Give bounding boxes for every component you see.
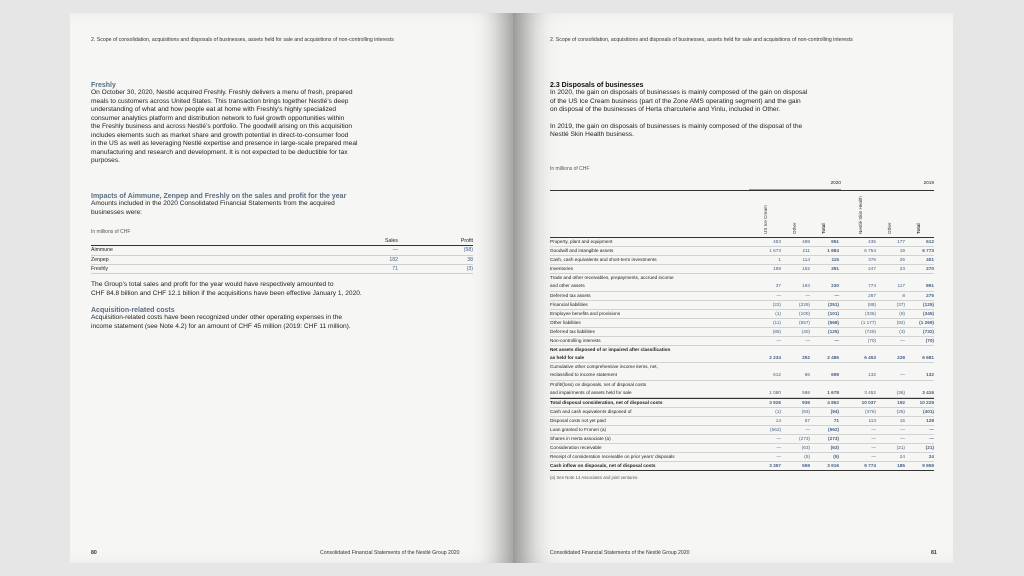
table-header-row [91, 237, 473, 246]
row-value: 6 681 [922, 355, 934, 361]
row-value: (63) [801, 445, 810, 451]
impacts-paragraph [91, 200, 421, 217]
col-us-ice-cream: US Ice Cream [763, 205, 768, 234]
row-label: Disposal costs not yet paid [550, 417, 606, 423]
table-row [550, 274, 934, 282]
text-line: in the US as well as leveraging Nestlé expertise and presence in large-scale prepared meal [91, 140, 358, 147]
row-label: Net assets disposed of or impaired after classification [550, 347, 671, 353]
row-value: 1 080 [769, 389, 781, 395]
right-running-header: 2. Scope of consolidation, acquisitions and disposals of businesses, assets held for sale and acquisitions of non-controlling interests [550, 37, 853, 43]
row-value: — [929, 426, 934, 432]
intro-paragraph [550, 89, 870, 115]
row-value: (93) [801, 408, 810, 414]
row-value: 114 [802, 257, 810, 263]
row-value: (345) [923, 310, 934, 316]
row-sales: 182 [389, 256, 398, 263]
row-value: 453 [773, 239, 781, 244]
row-value: 267 [868, 292, 876, 298]
row-value: 14 [775, 417, 781, 423]
acquisitions-table [91, 237, 473, 274]
row-value: 351 [831, 266, 839, 272]
row-label: Employee benefits and provisions [550, 310, 621, 316]
row-value: (63) [830, 445, 839, 451]
text-line: purposes. [91, 157, 120, 164]
row-profit: (58) [463, 247, 473, 254]
row-value [810, 274, 839, 282]
acquisition-costs-paragraph [91, 314, 431, 331]
row-value: 185 [897, 463, 905, 469]
col-total-2020: Total [821, 223, 826, 234]
row-label: as held for sale [550, 355, 585, 361]
text-line: On October 30, 2020, Nestlé acquired Freshly. Freshly delivers a menu of fresh, prepared [91, 89, 353, 96]
table-row [550, 292, 934, 301]
table-row [91, 265, 473, 274]
row-value [876, 381, 905, 389]
impacts-section [91, 193, 421, 217]
row-value: (729) [865, 328, 876, 334]
row-value: 192 [897, 399, 905, 405]
row-value: (100) [799, 310, 810, 316]
text-line: understanding of what and how people eat at home with Freshly’s highly specialized [91, 106, 337, 113]
table-row [550, 417, 934, 426]
table-row [550, 462, 934, 471]
row-value: 376 [868, 257, 876, 263]
text-line: of the US Ice Cream business (part of the Zone AMS operating segment) and the gain [550, 97, 801, 105]
table-row [550, 354, 934, 363]
row-value: 247 [868, 266, 876, 272]
table-row [91, 246, 473, 255]
text-line: Nestlé Skin Health business. [550, 131, 634, 138]
group-totals-paragraph [91, 281, 431, 298]
row-value [847, 274, 876, 282]
row-value: 3 926 [769, 399, 781, 405]
row-label: Property, plant and equipment [550, 239, 613, 244]
table-row [550, 453, 934, 462]
table-row [550, 247, 934, 256]
row-value: (5) [833, 454, 839, 460]
row-value: — [776, 454, 781, 460]
row-value: 128 [926, 417, 934, 423]
table-row [550, 346, 934, 354]
row-value: (732) [923, 328, 934, 334]
row-value: (37) [896, 301, 905, 307]
row-value: 117 [897, 283, 905, 289]
table-row [550, 310, 934, 319]
row-value: (11) [773, 319, 781, 325]
text-line: CHF 84.8 billion and CHF 12.1 billion if the acquisitions have been effective January 1, 2020. [91, 289, 362, 297]
row-label: Consideration receivable [550, 445, 602, 451]
row-value [847, 381, 876, 389]
acquisition-costs-section [91, 307, 431, 331]
year-group-header [550, 180, 934, 191]
row-value: 10 037 [861, 399, 876, 405]
row-value: 401 [926, 257, 934, 263]
row-label: Receipt of consideration receivable on prior years’ disposals [550, 454, 675, 460]
row-value: — [776, 292, 781, 298]
row-value: (70) [925, 338, 934, 344]
freshly-section [91, 82, 391, 166]
row-value [752, 274, 781, 282]
row-value: (21) [925, 445, 934, 451]
row-value: (25) [896, 408, 905, 414]
row-value [752, 346, 781, 354]
row-value: 252 [802, 355, 810, 361]
row-value: — [805, 292, 810, 298]
row-label: Loan granted to Froneri (a) [550, 426, 607, 432]
right-footer: Consolidated Financial Statements of the Nestlé Group 2020 [550, 550, 690, 556]
row-value: 1 673 [769, 248, 781, 254]
row-label: Cash, cash equivalents and short-term investments [550, 257, 657, 263]
row-value: 9 774 [864, 463, 876, 469]
row-value: — [805, 426, 810, 432]
col-other-2019: Other [887, 222, 892, 234]
section-title: 2.3 Disposals of businesses [550, 82, 644, 89]
row-value: 1 884 [827, 248, 839, 254]
row-value: (273) [799, 436, 810, 442]
table-row [550, 265, 934, 274]
row-label: Other liabilities [550, 319, 581, 325]
row-label: Aimmune [91, 247, 113, 254]
row-value: 1 678 [827, 389, 839, 395]
row-value: 891 [926, 283, 934, 289]
row-value [905, 381, 934, 389]
table-row [550, 256, 934, 265]
col-total-2019: Total [916, 223, 921, 234]
text-line: businesses were: [91, 208, 142, 216]
row-label: and other assets [550, 283, 585, 289]
row-value: (1) [775, 310, 781, 316]
table-row [550, 444, 934, 453]
row-value: 37 [775, 283, 781, 289]
row-value [781, 363, 810, 371]
text-line: Amounts included in the 2020 Consolidated Financial Statements from the acquired [91, 200, 335, 207]
left-page [70, 13, 513, 563]
row-value: (562) [828, 426, 839, 432]
row-value [876, 346, 905, 354]
text-line: consumer analytics platform and distribution network to fuel growth opportunities within [91, 114, 345, 122]
row-value: 612 [773, 372, 781, 378]
row-value: (568) [828, 319, 839, 325]
row-value: — [900, 436, 905, 442]
row-value: 24 [899, 454, 905, 460]
row-value: 57 [804, 417, 810, 423]
left-page-number: 80 [91, 550, 97, 556]
row-label: Zenpep [91, 256, 109, 263]
row-value: 86 [804, 372, 810, 378]
column-header-row [550, 191, 934, 238]
left-units-label: In millions of CHF [91, 229, 131, 235]
row-value: 1 [778, 257, 781, 263]
row-label: Cumulative other comprehensive income items, net, [550, 364, 658, 370]
row-value [752, 363, 781, 371]
row-value: — [900, 338, 905, 344]
row-value: 23 [899, 266, 905, 272]
row-profit: 38 [467, 256, 473, 263]
row-value: (5) [804, 454, 810, 460]
row-value [810, 363, 839, 371]
row-value: 8 [902, 292, 905, 298]
row-value: — [929, 436, 934, 442]
row-value: 698 [831, 372, 839, 378]
row-value: 211 [802, 248, 810, 254]
disposals-table [550, 180, 934, 480]
row-value: 25 [899, 257, 905, 263]
row-value: (21) [896, 445, 905, 451]
table-row [550, 282, 934, 291]
row-value: 4 862 [827, 399, 839, 405]
row-value [905, 363, 934, 371]
table-row [550, 435, 934, 444]
year-2019-label: 2019 [923, 180, 934, 185]
row-value: 228 [897, 355, 905, 361]
right-units-label: In millions of CHF [550, 166, 590, 172]
row-value: (251) [828, 301, 839, 307]
text-line: income statement (see Note 4.2) for an amount of CHF 45 million (2019: CHF 11 million). [91, 322, 351, 330]
row-value: — [871, 454, 876, 460]
row-value: 19 [899, 248, 905, 254]
table-row [550, 389, 934, 398]
row-value: (125) [828, 328, 839, 334]
row-value: 132 [868, 372, 876, 378]
row-label: Goodwill and intangible assets [550, 248, 614, 254]
row-value: (101) [828, 310, 839, 316]
disposals-section [550, 82, 870, 140]
row-value: (92) [896, 319, 905, 325]
text-line: The Group’s total sales and profit for the year would have respectively amounted to [91, 281, 334, 288]
row-value: (336) [865, 310, 876, 316]
text-line: includes elements such as market share and growth potential in direct-to-consumer food [91, 131, 349, 139]
right-page-number: 81 [931, 550, 937, 556]
row-value [847, 346, 876, 354]
row-value: (401) [923, 408, 934, 414]
row-label: Cash inflow on disposals, net of disposal costs [550, 463, 656, 469]
row-value: 598 [802, 389, 810, 395]
row-value: 9 959 [922, 463, 934, 469]
row-value: 559 [802, 463, 810, 469]
row-value: 936 [802, 399, 810, 405]
row-value: 115 [831, 257, 839, 263]
row-value: — [871, 436, 876, 442]
table-row [550, 337, 934, 346]
row-value: 3 916 [827, 463, 839, 469]
row-label: Financial liabilities [550, 301, 588, 307]
row-value: (94) [830, 408, 839, 414]
left-running-header: 2. Scope of consolidation, acquisitions and disposals of businesses, assets held for sale and acquisitions of non-controlling interests [91, 37, 394, 43]
row-value: — [871, 445, 876, 451]
table-row [550, 426, 934, 435]
row-value: 6 453 [864, 355, 876, 361]
row-value: (70) [867, 338, 876, 344]
freshly-paragraph [91, 89, 391, 166]
acquisition-costs-heading: Acquisition-related costs [91, 307, 175, 314]
row-label: Deferred tax liabilities [550, 328, 595, 334]
row-label: Deferred tax assets [550, 292, 591, 298]
table-row [550, 328, 934, 337]
row-value [781, 381, 810, 389]
row-value: (273) [828, 436, 839, 442]
row-sales: 71 [392, 265, 398, 272]
text-line: In 2020, the gain on disposals of businesses is mainly composed of the gain on disposal [550, 89, 808, 96]
table-row [550, 381, 934, 389]
row-value: — [776, 436, 781, 442]
row-value: — [776, 338, 781, 344]
disposals-table-body [550, 238, 934, 471]
row-value: 2 486 [827, 355, 839, 361]
text-line: on disposal of the businesses of Herta charcuterie and Yinlu, included in Other. [550, 106, 781, 113]
freshly-heading: Freshly [91, 82, 116, 89]
row-value: 951 [831, 239, 839, 244]
row-value: (1 177) [861, 319, 876, 325]
row-sales: — [392, 247, 398, 254]
row-value: (1 269) [919, 319, 934, 325]
col-nestle-skin-health: Nestlé Skin Health [858, 196, 863, 234]
row-label: Profit/(loss) on disposals, net of disposal costs [550, 381, 647, 387]
header-profit: Profit [460, 238, 473, 244]
row-value: — [776, 445, 781, 451]
right-page [513, 13, 953, 563]
table-row [550, 238, 934, 247]
row-value: 113 [868, 417, 876, 423]
row-value: — [805, 338, 810, 344]
intro2-paragraph [550, 123, 870, 140]
row-value: (40) [801, 328, 810, 334]
row-value: 24 [928, 454, 934, 460]
row-value: 71 [833, 417, 839, 423]
left-footer: Consolidated Financial Statements of the Nestlé Group 2020 [320, 550, 460, 556]
impacts-heading: Impacts of Aimmune, Zenpep and Freshly on the sales and profit for the year [91, 193, 347, 200]
row-value: 132 [926, 372, 934, 378]
row-value: 498 [802, 239, 810, 244]
row-value: 774 [868, 283, 876, 289]
row-value: 612 [926, 239, 934, 244]
row-value: 189 [773, 266, 781, 272]
text-line: meals to customers across United States. This transaction brings together Nestlé’s deep [91, 97, 349, 105]
row-value [847, 363, 876, 371]
row-value: 15 [899, 417, 905, 423]
table-row [550, 371, 934, 380]
row-value: (36) [896, 389, 905, 395]
row-label: Inventories [550, 266, 573, 272]
row-value: (557) [799, 319, 810, 325]
row-value: 10 229 [919, 399, 934, 405]
row-label: Non-controlling interests [550, 338, 601, 344]
row-value: (125) [923, 301, 934, 307]
row-value [752, 381, 781, 389]
row-value [810, 346, 839, 354]
row-value: (562) [770, 426, 781, 432]
row-value: (229) [799, 301, 810, 307]
row-value [810, 381, 839, 389]
row-value: — [900, 372, 905, 378]
row-value: (9) [899, 310, 905, 316]
table-row [550, 408, 934, 417]
table-footnote: (a) See Note 14 Associates and joint ventures. [550, 475, 639, 481]
table-row [550, 319, 934, 328]
col-other-2020: Other [792, 222, 797, 234]
table-row [91, 256, 473, 265]
row-profit: (3) [466, 265, 473, 272]
year-2020-label: 2020 [749, 180, 841, 190]
row-value: — [871, 426, 876, 432]
text-line: In 2019, the gain on disposals of businesses is mainly composed of the disposal of the [550, 122, 803, 130]
row-value: 435 [868, 239, 876, 244]
row-value: (22) [772, 301, 781, 307]
row-value: 3 416 [922, 389, 934, 395]
row-value [781, 346, 810, 354]
row-value: (3) [899, 328, 905, 334]
row-value [905, 274, 934, 282]
header-label [91, 237, 358, 245]
table-row [550, 301, 934, 310]
row-value: 3 357 [769, 463, 781, 469]
row-value: 162 [802, 266, 810, 272]
text-line: the Freshly business and across Nestlé’s portfolio. The goodwill arising on this acquisition [91, 123, 353, 130]
row-label: Cash and cash equivalents disposed of [550, 408, 632, 414]
row-value: 270 [926, 266, 934, 272]
row-value: 230 [831, 283, 839, 289]
row-value: 193 [802, 283, 810, 289]
row-label: Trade and other receivables, prepayments, accrued income [550, 275, 674, 281]
row-value: — [834, 338, 839, 344]
table-row [550, 363, 934, 371]
row-label: and impairments of assets held for sale [550, 389, 632, 395]
row-value: (1) [775, 408, 781, 414]
row-value: — [834, 292, 839, 298]
row-value: 3 452 [864, 389, 876, 395]
row-value: 2 234 [769, 355, 781, 361]
row-value [905, 346, 934, 354]
row-value: 6 754 [864, 248, 876, 254]
row-value [876, 363, 905, 371]
row-value: (88) [867, 301, 876, 307]
row-label: reclassified to income statement [550, 372, 617, 378]
text-line: manufacturing and research and development. It is not expected to be deductible for tax [91, 148, 348, 156]
row-label: Shares in Herta associate (a) [550, 436, 611, 442]
row-label: Total disposal consideration, net of disposal costs [550, 399, 663, 405]
text-line: Acquisition-related costs have been recognized under other operating expenses in the [91, 314, 343, 321]
row-value: (376) [865, 408, 876, 414]
row-value: 177 [897, 239, 905, 244]
row-value: (85) [772, 328, 781, 334]
row-value: 6 773 [922, 248, 934, 254]
table-row [550, 398, 934, 408]
row-value [781, 274, 810, 282]
header-sales: Sales [385, 238, 398, 244]
row-label: Freshly [91, 265, 109, 272]
row-value: — [900, 426, 905, 432]
row-value [876, 274, 905, 282]
row-value: 275 [926, 292, 934, 298]
